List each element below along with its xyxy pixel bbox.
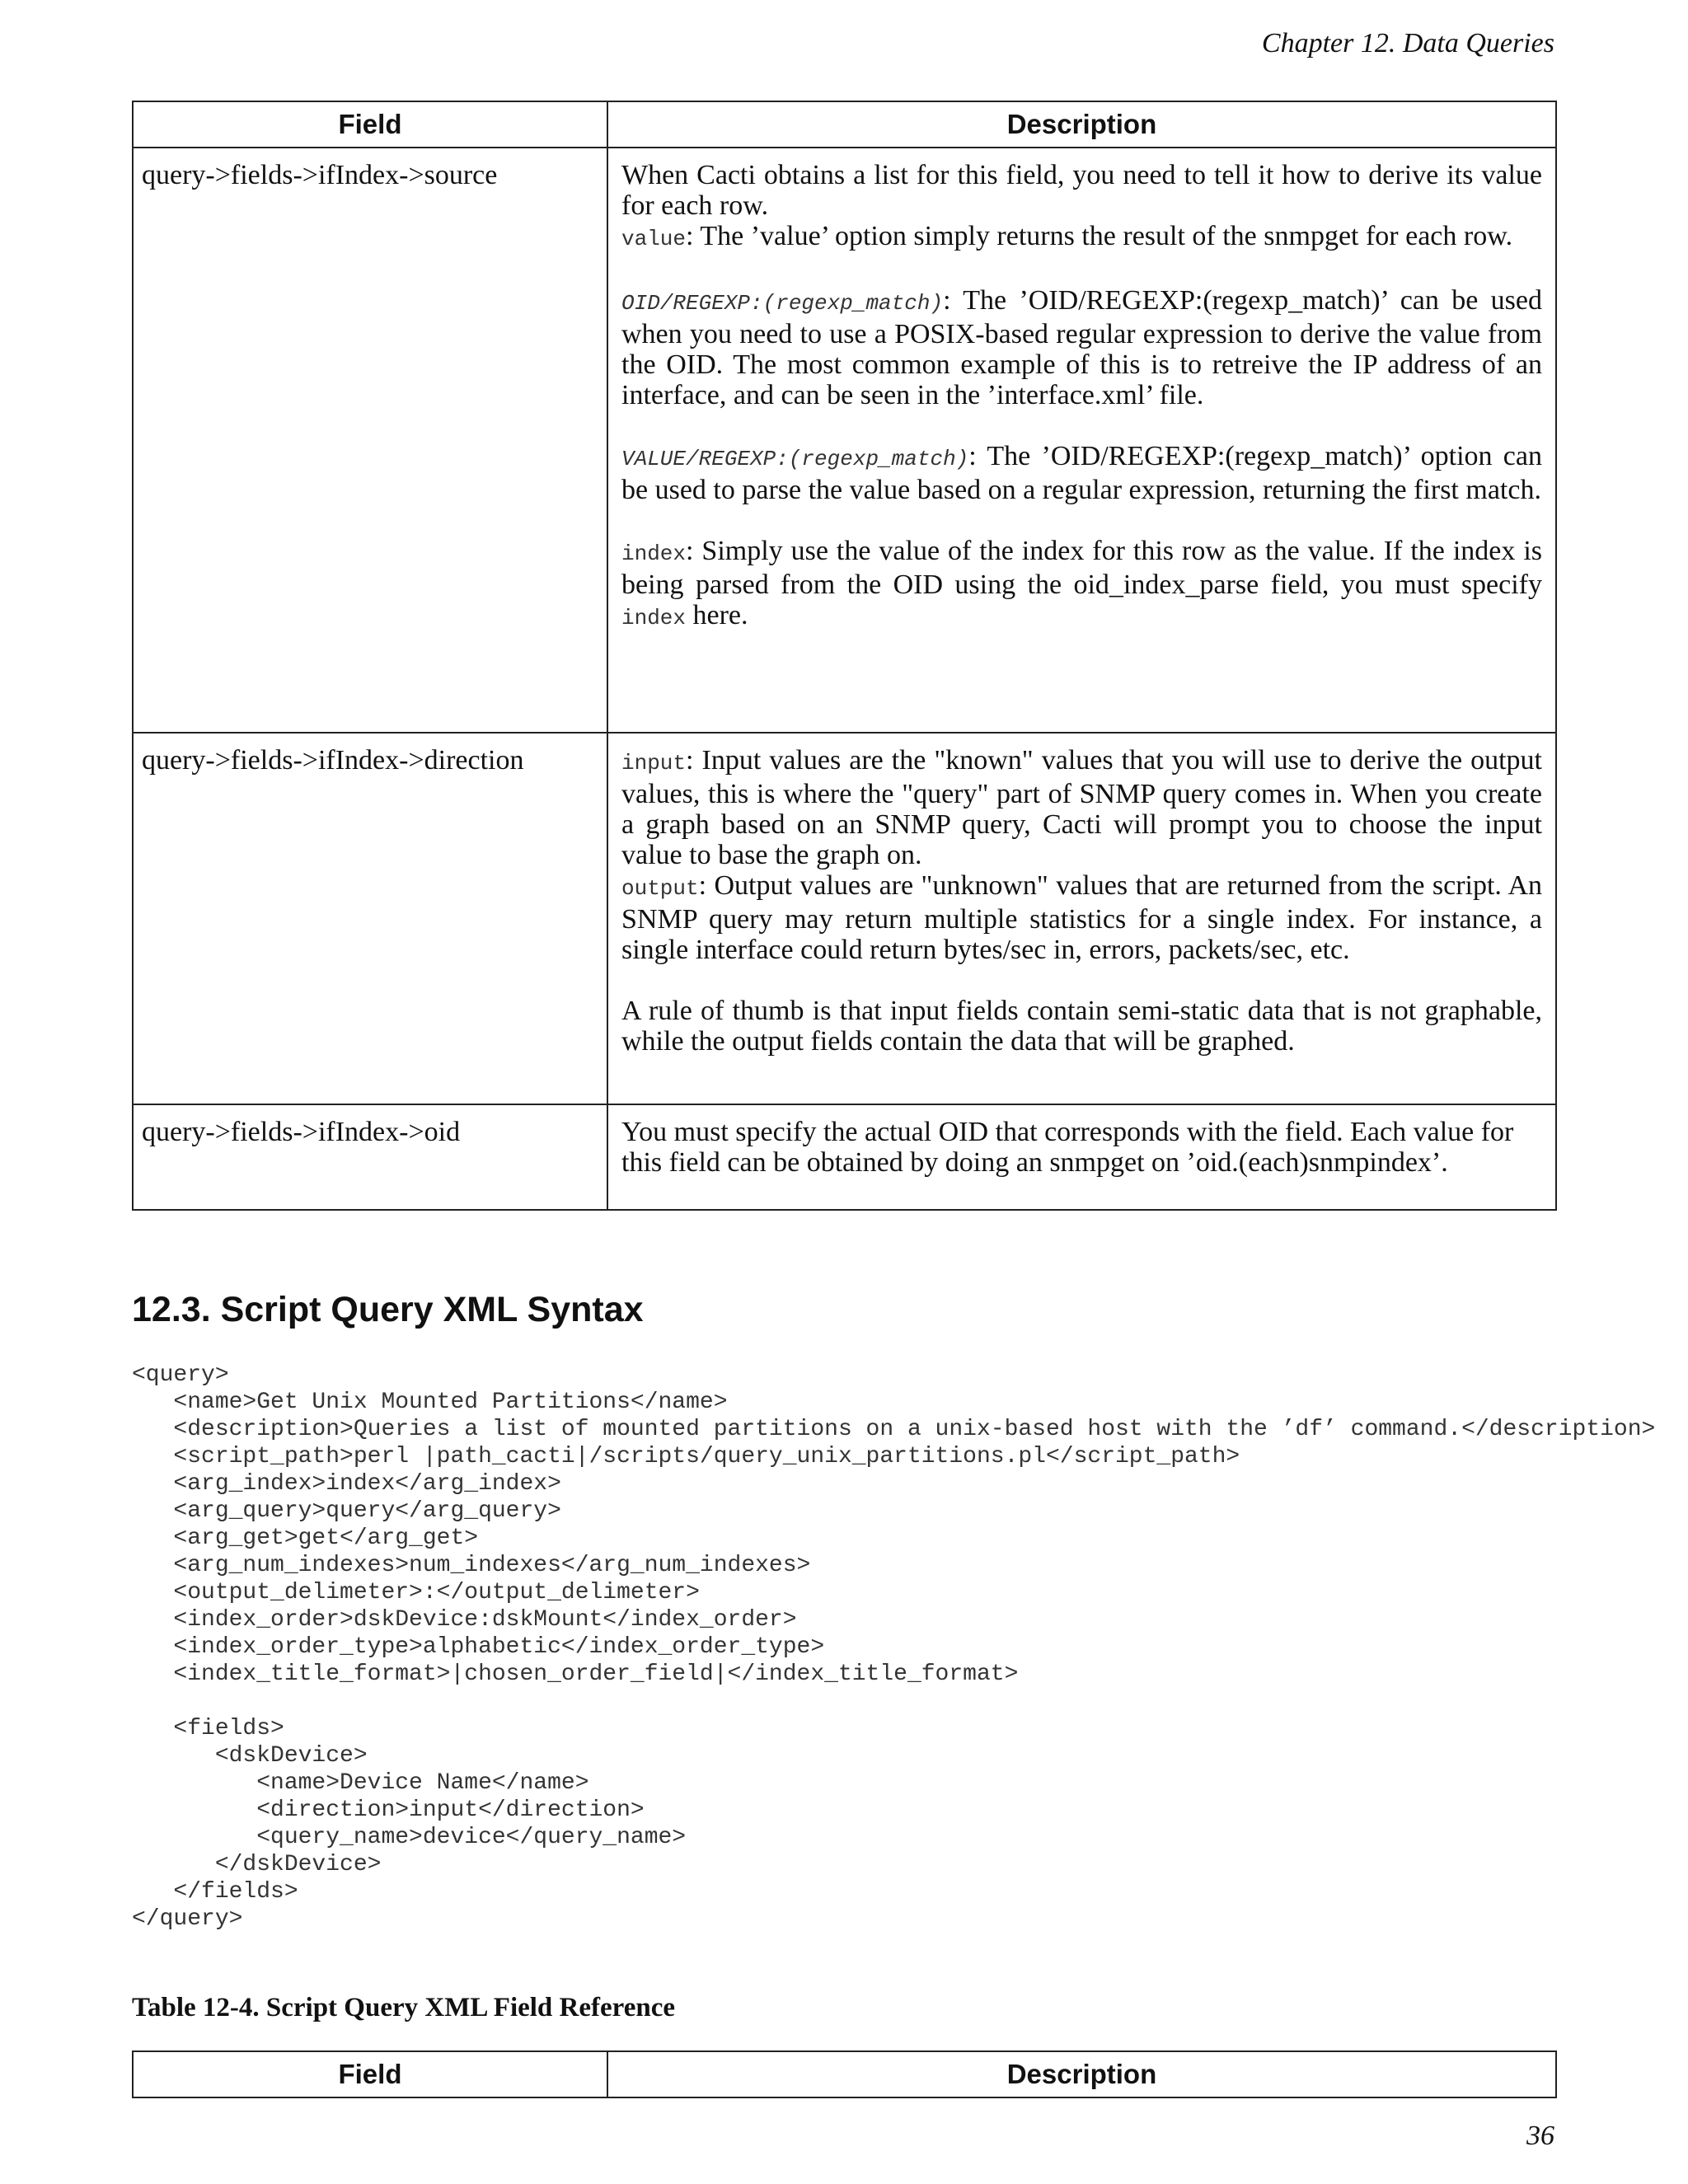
description-text: : Input values are the "known" values that you will use to derive the output values, this is where the "query" part of SNMP query comes in. When you create a graph based on an SNMP query, Cacti will prompt you to choose the input value to base the graph on.	[621, 745, 1542, 870]
code-term: value	[621, 227, 687, 251]
code-term: output	[621, 876, 699, 901]
description-text: : Simply use the value of the index for this row as the value. If the index is being parsed from the OID using the oid_index_parse field, you must specify	[621, 536, 1542, 600]
description-paragraph	[621, 745, 1542, 870]
section-title: 12.3. Script Query XML Syntax	[132, 1290, 644, 1329]
description-cell	[607, 148, 1556, 733]
code-term: index	[621, 606, 687, 630]
table-row	[133, 148, 1556, 733]
description-paragraph	[621, 536, 1542, 634]
description-paragraph: You must specify the actual OID that corresponds with the field. Each value for this field can be obtained by doing an snmpget on ’oid.(each)snmpindex’.	[621, 1117, 1514, 1178]
description-paragraph	[621, 285, 1542, 410]
field-cell: query->fields->ifIndex->oid	[133, 1104, 607, 1210]
column-header-description: Description	[607, 2051, 1556, 2097]
code-block: <query> <name>Get Unix Mounted Partitions</name> <description>Queries a list of mounted partitions on a unix-based host with the ’df’ command.</description> <script_path>perl |path_cacti|/scripts/query_unix_partitions.pl</script_path> <arg_index>index</arg_index> <arg_query>query</arg_query> <arg_get>get</arg_get> <arg_num_indexes>num_indexes</arg_num_indexes> <output_delimeter>:</output_delimeter> <index_order>dskDevice:dskMount</index_order> <index_order_type>alphabetic</index_order_type> <index_title_format>|chosen_order_field|</index_title_format> <fields> <dskDevice> <name>Device Name</name> <direction>input</direction> <query_name>device</query_name> </dskDevice> </fields> </query>	[132, 1362, 1656, 1932]
description-text: : The ’OID/REGEXP:(regexp_match)’ can be used when you need to use a POSIX-based regular expression to derive the value from the OID. The most common example of this is to retreive the IP address of an interface, and can be seen in the ’interface.xml’ file.	[621, 285, 1542, 410]
field-reference-table	[132, 101, 1557, 1211]
description-text: : Output values are "unknown" values that are returned from the script. An SNMP query may return multiple statistics for a single index. For instance, a single interface could return bytes/sec in, errors, packets/sec, etc.	[621, 870, 1542, 965]
description-paragraph: A rule of thumb is that input fields contain semi-static data that is not graphable, while the output fields contain the data that will be graphed.	[621, 996, 1542, 1057]
script-query-field-table	[132, 2050, 1557, 2098]
description-paragraph: When Cacti obtains a list for this field, you need to tell it how to derive its value for each row.	[621, 160, 1542, 221]
description-text: here.	[686, 600, 748, 630]
code-term: OID/REGEXP:(regexp_match)	[621, 291, 944, 316]
field-cell: query->fields->ifIndex->direction	[133, 733, 607, 1104]
table-header-row	[133, 2051, 1556, 2097]
page-number: 36	[1526, 2121, 1554, 2151]
description-paragraph	[621, 441, 1542, 505]
table-caption: Table 12-4. Script Query XML Field Reference	[132, 1993, 675, 2022]
description-paragraph	[621, 870, 1542, 965]
table-row	[133, 733, 1556, 1104]
description-paragraph	[621, 221, 1542, 255]
table-header-row	[133, 101, 1556, 148]
code-term: index	[621, 541, 687, 566]
code-term: VALUE/REGEXP:(regexp_match)	[621, 447, 969, 471]
description-text: : The ’OID/REGEXP:(regexp_match)’ option can be used to parse the value based on a regular expression, returning the first match.	[621, 441, 1542, 505]
column-header-description: Description	[607, 101, 1556, 148]
code-term: input	[621, 751, 687, 776]
description-cell	[607, 733, 1556, 1104]
column-header-field: Field	[133, 2051, 607, 2097]
description-text: : The ’value’ option simply returns the result of the snmpget for each row.	[686, 221, 1513, 251]
description-cell	[607, 1104, 1556, 1210]
column-header-field: Field	[133, 101, 607, 148]
table-row	[133, 1104, 1556, 1210]
field-cell: query->fields->ifIndex->source	[133, 148, 607, 733]
running-header: Chapter 12. Data Queries	[1261, 28, 1554, 59]
